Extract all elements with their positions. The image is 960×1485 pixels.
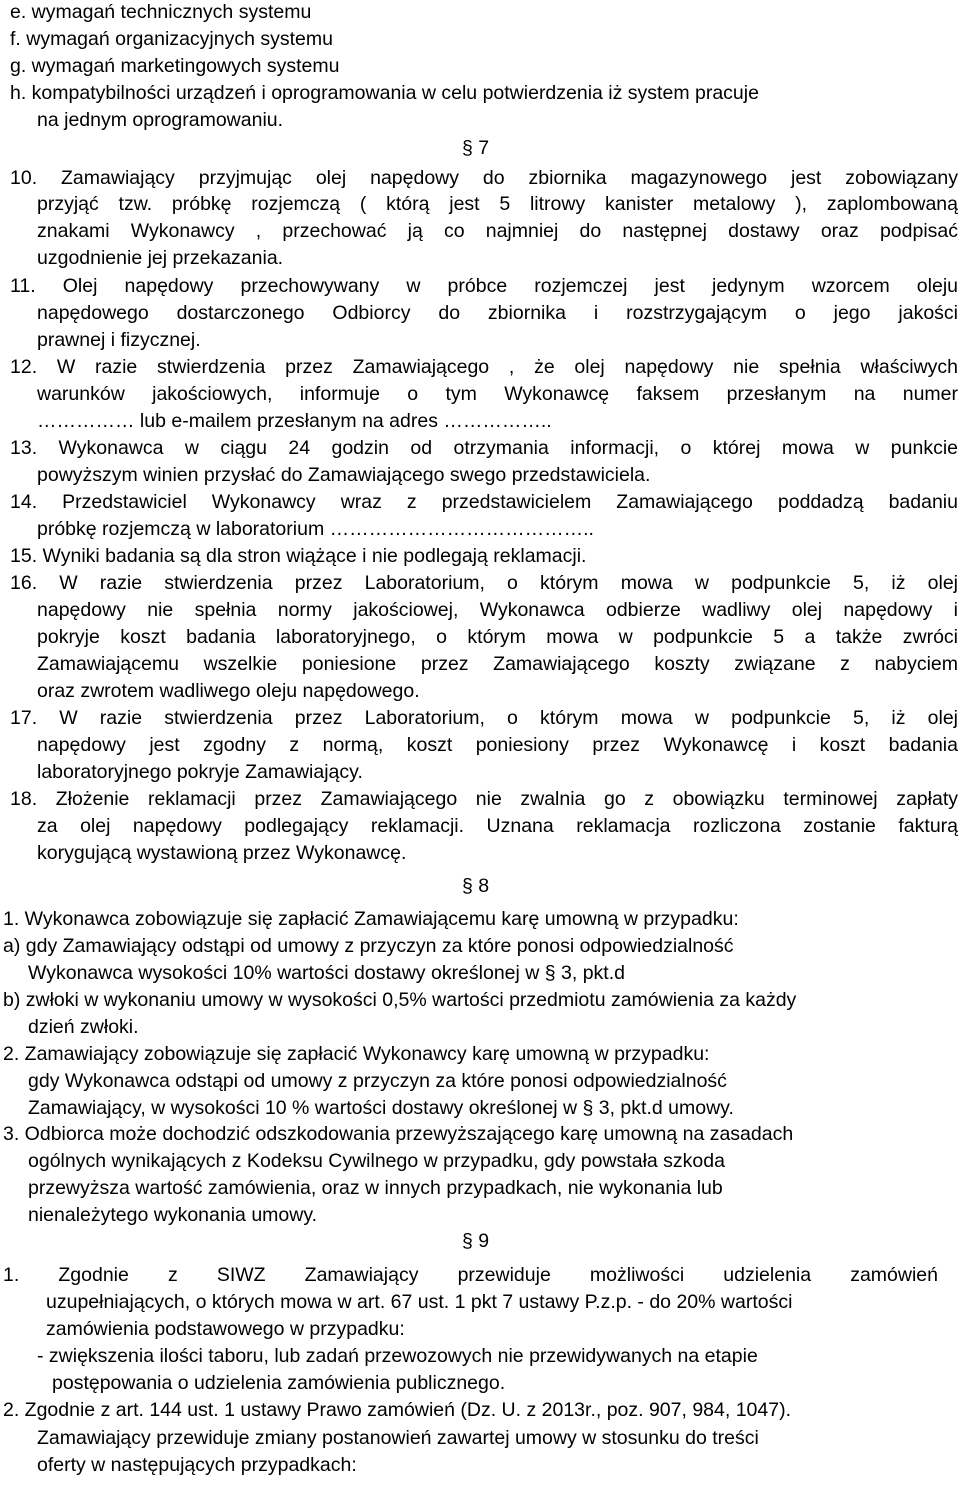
paragraph-line: Wykonawca wysokości 10% wartości dostawy określonej w § 3, pkt.d (28, 962, 625, 984)
paragraph-line: za olej napędowy podlegający reklamacji. Uznana reklamacja rozliczona zostanie fakturą (37, 815, 958, 837)
paragraph-line: Zamawiającemu wszelkie poniesione przez Zamawiającego koszty związane z nabyciem (37, 653, 958, 675)
paragraph-line: 11. Olej napędowy przechowywany w próbce rozjemczej jest jedynym wzorcem oleju (10, 275, 958, 297)
list-item-e: e. wymagań technicznych systemu (10, 1, 312, 23)
paragraph-line: - zwiększenia ilości taboru, lub zadań przewozowych nie przewidywanych na etapie (37, 1345, 758, 1367)
paragraph-line: 2. Zamawiający zobowiązuje się zapłacić Wykonawcy karę umowną w przypadku: (3, 1043, 710, 1065)
paragraph-line: 15. Wyniki badania są dla stron wiążące i nie podlegają reklamacji. (10, 545, 587, 567)
paragraph-line: nienależytego wykonania umowy. (28, 1204, 318, 1226)
paragraph-line: przewyższa wartość zamówienia, oraz w innych przypadkach, nie wykonania lub (28, 1177, 723, 1199)
section-heading-8: § 8 (462, 875, 490, 897)
paragraph-line: ogólnych wynikających z Kodeksu Cywilnego w przypadku, gdy powstała szkoda (28, 1150, 725, 1172)
paragraph-line: 16. W razie stwierdzenia przez Laboratorium, o którym mowa w podpunkcie 5, iż olej (10, 572, 958, 594)
paragraph-line: oraz zwrotem wadliwego oleju napędowego. (37, 680, 420, 702)
paragraph-line: 18. Złożenie reklamacji przez Zamawiającego nie zwalnia go z obowiązku terminowej zapłaty (10, 788, 958, 810)
paragraph-line: 14. Przedstawiciel Wykonawcy wraz z przedstawicielem Zamawiającego poddadzą badaniu (10, 491, 958, 513)
list-item-f: f. wymagań organizacyjnych systemu (10, 28, 333, 50)
paragraph-line: 1. Wykonawca zobowiązuje się zapłacić Zamawiającemu karę umowną w przypadku: (3, 908, 739, 930)
paragraph-line: napędowego dostarczonego Odbiorcy do zbiornika i rozstrzygającym o jego jakości (37, 302, 958, 324)
paragraph-line: przyjąć tzw. próbkę rozjemczą ( którą jest 5 litrowy kanister metalowy ), zaplombowaną (37, 193, 958, 215)
paragraph-line: 17. W razie stwierdzenia przez Laboratorium, o którym mowa w podpunkcie 5, iż olej (10, 707, 958, 729)
paragraph-line: oferty w następujących przypadkach: (37, 1454, 357, 1476)
paragraph-line: 3. Odbiorca może dochodzić odszkodowania przewyższającego karę umowną na zasadach (3, 1123, 794, 1145)
paragraph-line: napędowy nie spełnia normy jakościowej, Wykonawca odbierze wadliwy olej napędowy i (37, 599, 958, 621)
paragraph-line: Zamawiający przewiduje zmiany postanowień zawartej umowy w stosunku do treści (37, 1427, 759, 1449)
paragraph-line: korygującą wystawioną przez Wykonawcę. (37, 842, 407, 864)
paragraph-line: zamówienia podstawowego w przypadku: (46, 1318, 405, 1340)
paragraph-line: 12. W razie stwierdzenia przez Zamawiającego , że olej napędowy nie spełnia właściwych (10, 356, 958, 378)
paragraph-line: postępowania o udzielenia zamówienia publicznego. (52, 1372, 506, 1394)
paragraph-line: a) gdy Zamawiający odstąpi od umowy z przyczyn za które ponosi odpowiedzialność (3, 935, 734, 957)
paragraph-line: gdy Wykonawca odstąpi od umowy z przyczyn za które ponosi odpowiedzialność (28, 1070, 727, 1092)
paragraph-line: uzupełniających, o których mowa w art. 67 ust. 1 pkt 7 ustawy P.z.p. - do 20% wartości (46, 1291, 793, 1313)
paragraph-line: napędowy jest zgodny z normą, koszt poniesiony przez Wykonawcę i koszt badania (37, 734, 958, 756)
paragraph-line: dzień zwłoki. (28, 1016, 139, 1038)
paragraph-line: Zamawiający, w wysokości 10 % wartości dostawy określonej w § 3, pkt.d umowy. (28, 1097, 734, 1119)
paragraph-line: …………… lub e-mailem przesłanym na adres …………….. (37, 410, 552, 432)
paragraph-line: laboratoryjnego pokryje Zamawiający. (37, 761, 363, 783)
paragraph-line: 2. Zgodnie z art. 144 ust. 1 ustawy Prawo zamówień (Dz. U. z 2013r., poz. 907, 984, 1047). (3, 1399, 791, 1421)
list-item-h: h. kompatybilności urządzeń i oprogramowania w celu potwierdzenia iż system pracuje (10, 82, 759, 104)
paragraph-line: warunków jakościowych, informuje o tym Wykonawcę faksem przesłanym na numer (37, 383, 958, 405)
paragraph-line: 1. Zgodnie z SIWZ Zamawiający przewiduje możliwości udzielenia zamówień (3, 1264, 938, 1286)
section-heading-9: § 9 (462, 1230, 490, 1252)
paragraph-line: znakami Wykonawcy , przechować ją co najmniej do następnej dostawy oraz podpisać (37, 220, 958, 242)
paragraph-line: uzgodnienie jej przekazania. (37, 247, 284, 269)
paragraph-line: próbkę rozjemczą w laboratorium ………………………………….. (37, 518, 594, 540)
paragraph-line: 10. Zamawiający przyjmując olej napędowy do zbiornika magazynowego jest zobowiązany (10, 167, 958, 189)
paragraph-line: pokryje koszt badania laboratoryjnego, o którym mowa w podpunkcie 5 a także zwróci (37, 626, 958, 648)
paragraph-line: 13. Wykonawca w ciągu 24 godzin od otrzymania informacji, o której mowa w punkcie (10, 437, 958, 459)
section-heading-7: § 7 (462, 137, 490, 159)
list-item-g: g. wymagań marketingowych systemu (10, 55, 340, 77)
list-item-h-cont: na jednym oprogramowaniu. (37, 109, 284, 131)
paragraph-line: b) zwłoki w wykonaniu umowy w wysokości 0,5% wartości przedmiotu zamówienia za każdy (3, 989, 797, 1011)
paragraph-line: prawnej i fizycznej. (37, 329, 201, 351)
paragraph-line: powyższym winien przysłać do Zamawiającego swego przedstawiciela. (37, 464, 651, 486)
